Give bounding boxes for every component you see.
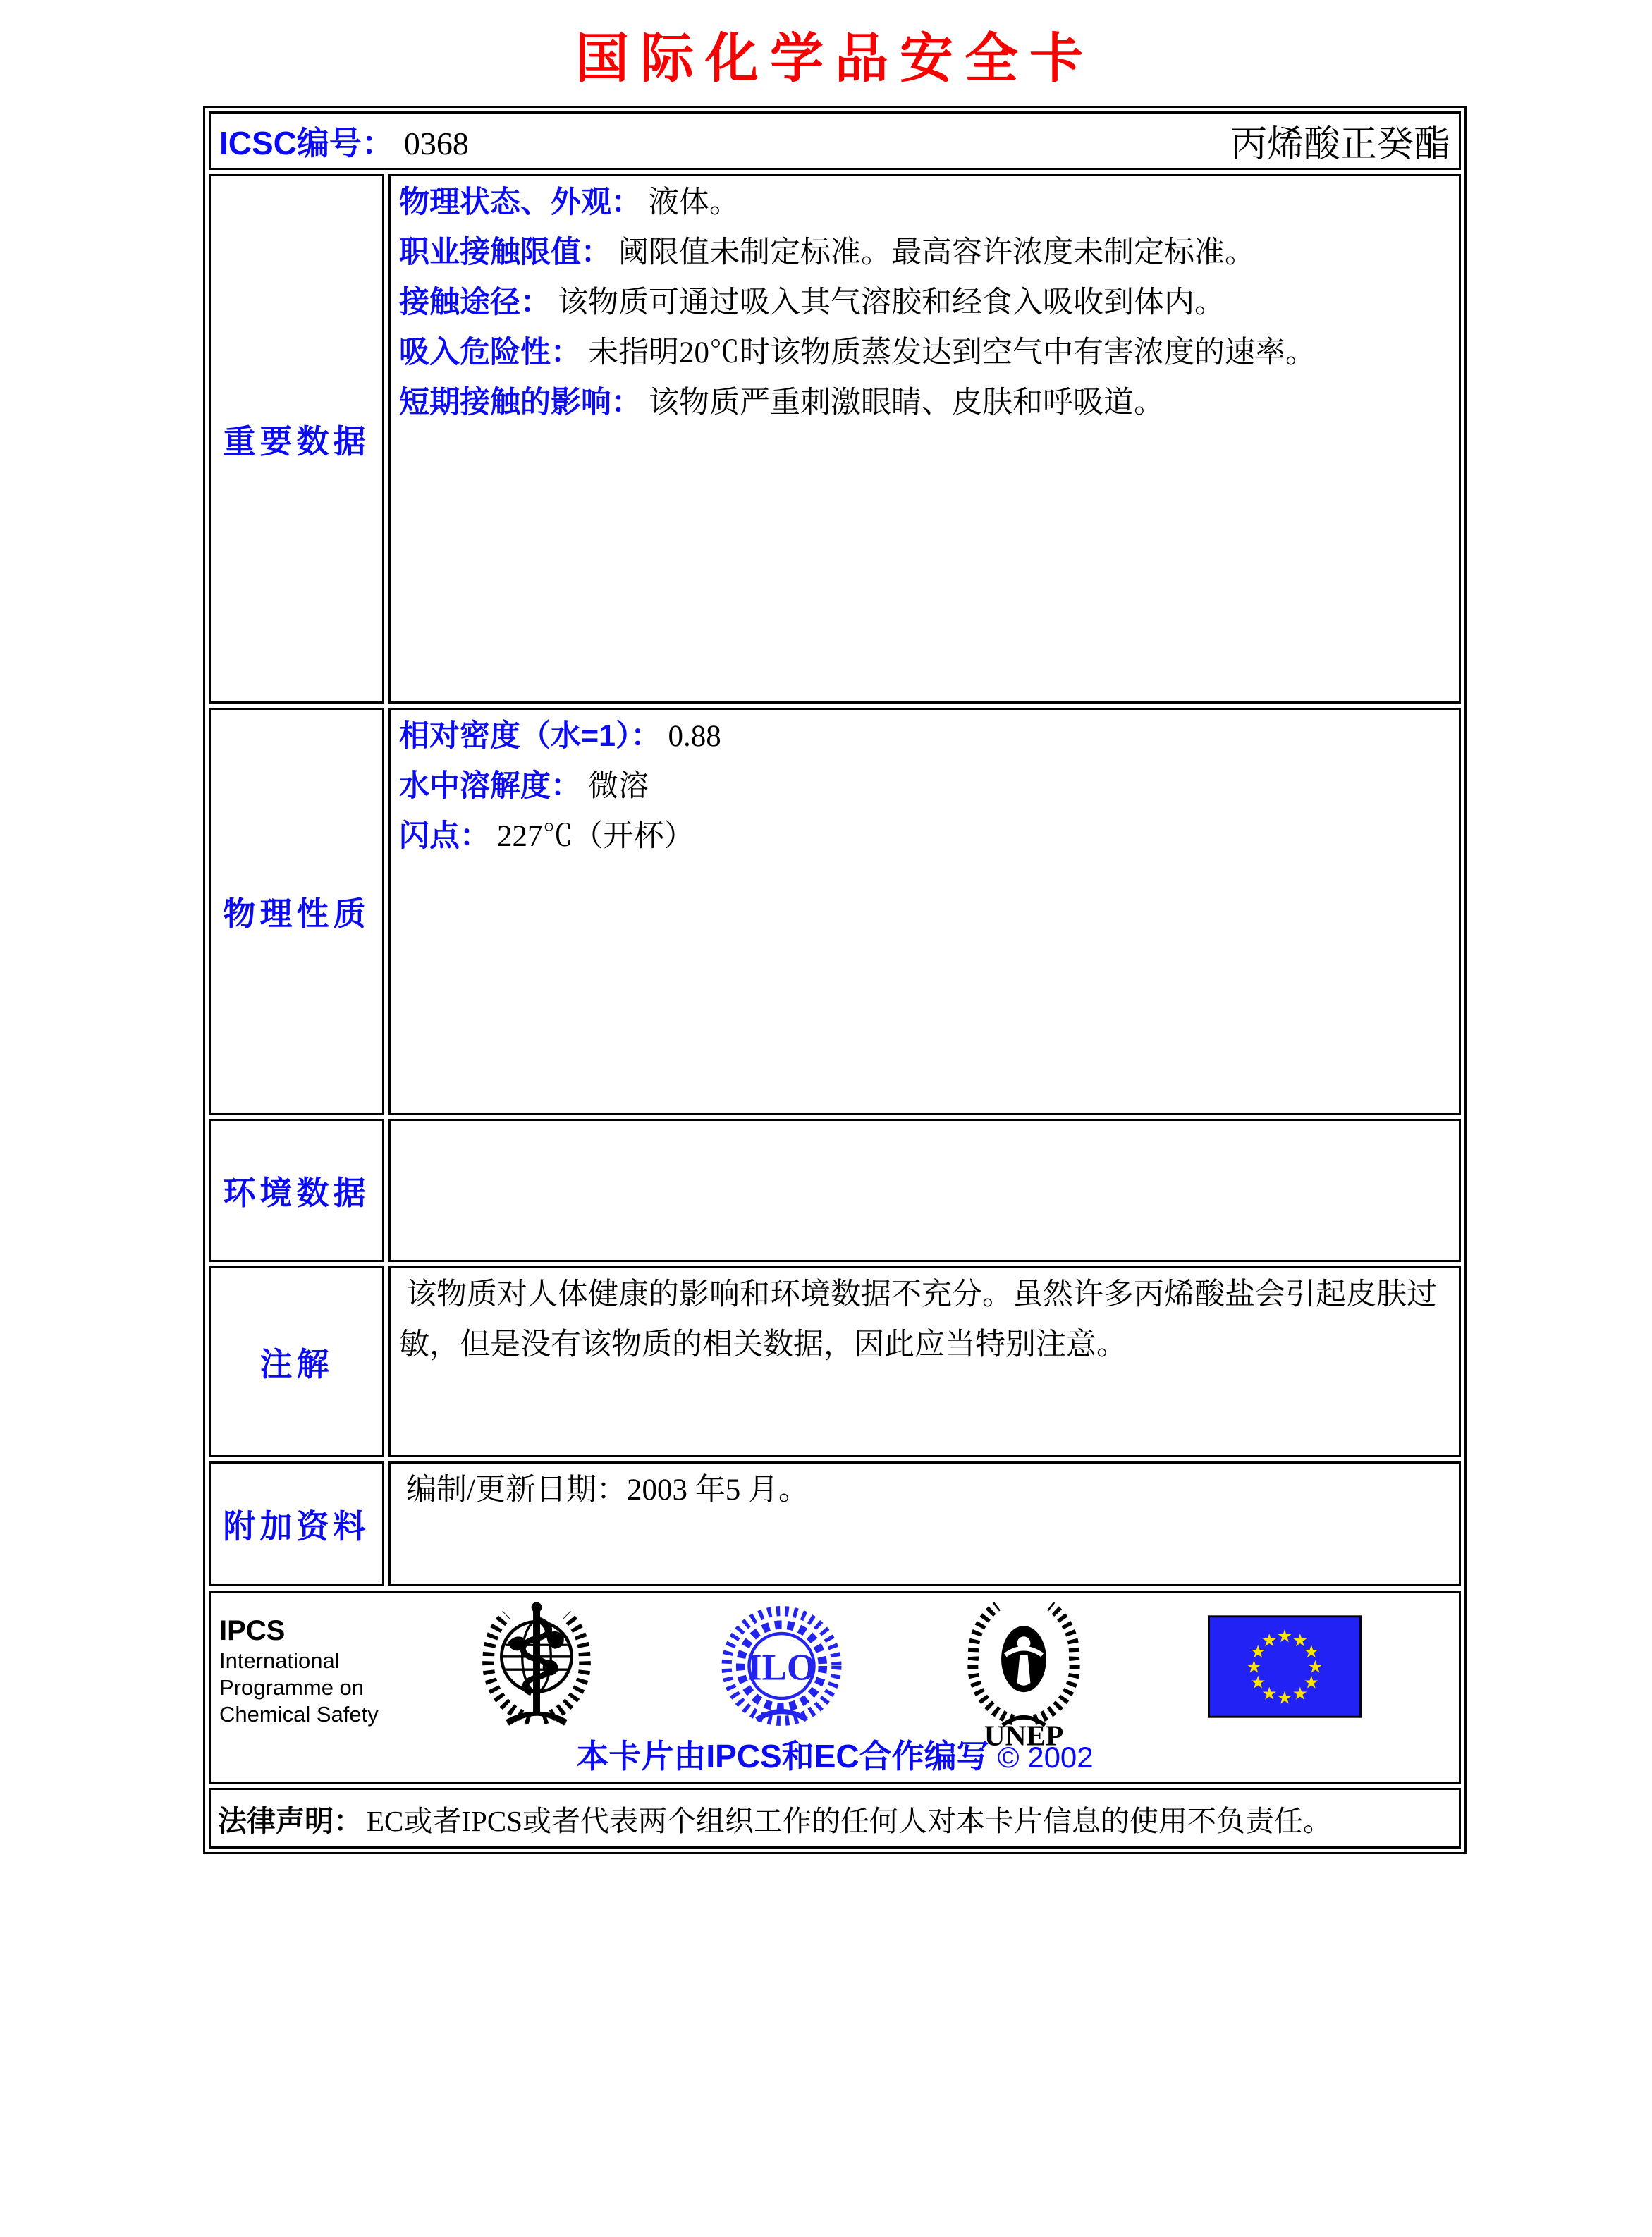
data-entry: 接触途径： 该物质可通过吸入其气溶胶和经食入吸收到体内。	[399, 286, 1225, 319]
svg-text:★: ★	[1292, 1629, 1308, 1650]
icsc-number-value: 0368	[403, 125, 469, 161]
section-content-environmental-data	[388, 1119, 1461, 1262]
icsc-table	[203, 106, 1467, 1854]
unep-emblem-icon	[957, 1595, 1090, 1749]
data-entry: 该物质对人体健康的影响和环境数据不充分。虽然许多丙烯酸盐会引起皮肤过敏，但是没有该物质的相关数据，因此应当特别注意。	[399, 1278, 1437, 1361]
icsc-number-group	[219, 118, 469, 164]
footer-logos-row	[209, 1591, 1461, 1784]
data-entry: 吸入危险性： 未指明20℃时该物质蒸发达到空气中有害浓度的速率。	[399, 336, 1316, 369]
section-label-important-data	[209, 174, 384, 704]
data-entry: 短期接触的影响： 该物质严重刺激眼睛、皮肤和呼吸道。	[399, 386, 1164, 419]
data-entry: 编制/更新日期：2003 年5 月。	[406, 1473, 809, 1507]
section-content-additional-information	[388, 1461, 1461, 1586]
icsc-number-label: ICSC编号：	[219, 124, 394, 161]
unep-label: UNEP	[984, 1719, 1064, 1749]
svg-text:★: ★	[1276, 1687, 1293, 1708]
legal-notice-row	[209, 1788, 1461, 1849]
data-entry: 相对密度（水=1）： 0.88	[399, 719, 721, 753]
section-label-notes	[209, 1266, 384, 1457]
section-content-important-data	[388, 174, 1461, 704]
svg-text:★: ★	[1250, 1641, 1266, 1662]
chemical-name: 丙烯酸正癸酯	[1230, 125, 1450, 165]
svg-text:★: ★	[1246, 1656, 1262, 1677]
page-title: 国际化学品安全卡	[575, 30, 1094, 89]
ilo-emblem-icon	[719, 1602, 844, 1729]
who-emblem-icon	[472, 1597, 601, 1729]
section-content-notes	[388, 1266, 1461, 1457]
svg-text:★: ★	[1276, 1626, 1293, 1647]
section-label-text: 环境数据	[223, 1174, 370, 1211]
section-label-text: 附加资料	[223, 1507, 370, 1545]
svg-text:★: ★	[1261, 1683, 1278, 1704]
credit-text: 本卡片由IPCS和EC合作编写	[576, 1738, 989, 1775]
ilo-letters: ILO	[747, 1647, 816, 1689]
svg-text:★: ★	[1261, 1629, 1278, 1650]
data-entry: 闪点： 227℃（开杯）	[399, 819, 695, 853]
section-label-physical-properties	[209, 708, 384, 1115]
ipcs-acronym: IPCS	[219, 1615, 286, 1646]
data-entry: 水中溶解度： 微溶	[399, 769, 649, 803]
svg-text:★: ★	[1303, 1641, 1319, 1662]
eu-flag-icon	[1208, 1615, 1362, 1718]
credit-line	[211, 1731, 1459, 1777]
svg-text:★: ★	[1303, 1672, 1319, 1693]
section-label-additional-information	[209, 1461, 384, 1586]
legal-text: EC或者IPCS或者代表两个组织工作的任何人对本卡片信息的使用不负责任。	[367, 1804, 1332, 1837]
legal-label: 法律声明：	[218, 1804, 362, 1837]
ipcs-block	[219, 1614, 379, 1728]
section-label-text: 注解	[259, 1345, 334, 1383]
ipcs-line: International	[219, 1648, 340, 1673]
data-entry: 职业接触限值： 阈限值未制定标准。最高容许浓度未制定标准。	[399, 235, 1255, 269]
card-header	[209, 111, 1461, 170]
ipcs-line: Chemical Safety	[219, 1702, 379, 1727]
svg-text:★: ★	[1307, 1656, 1323, 1677]
copyright-text: © 2002	[997, 1741, 1094, 1774]
svg-text:★: ★	[1292, 1683, 1308, 1704]
section-label-text: 物理性质	[223, 895, 370, 932]
section-label-text: 重要数据	[223, 422, 370, 460]
data-entry: 物理状态、外观： 液体。	[399, 185, 740, 219]
section-label-environmental-data	[209, 1119, 384, 1262]
svg-text:★: ★	[1250, 1672, 1266, 1693]
section-content-physical-properties	[388, 708, 1461, 1115]
ipcs-line: Programme on	[219, 1675, 365, 1700]
